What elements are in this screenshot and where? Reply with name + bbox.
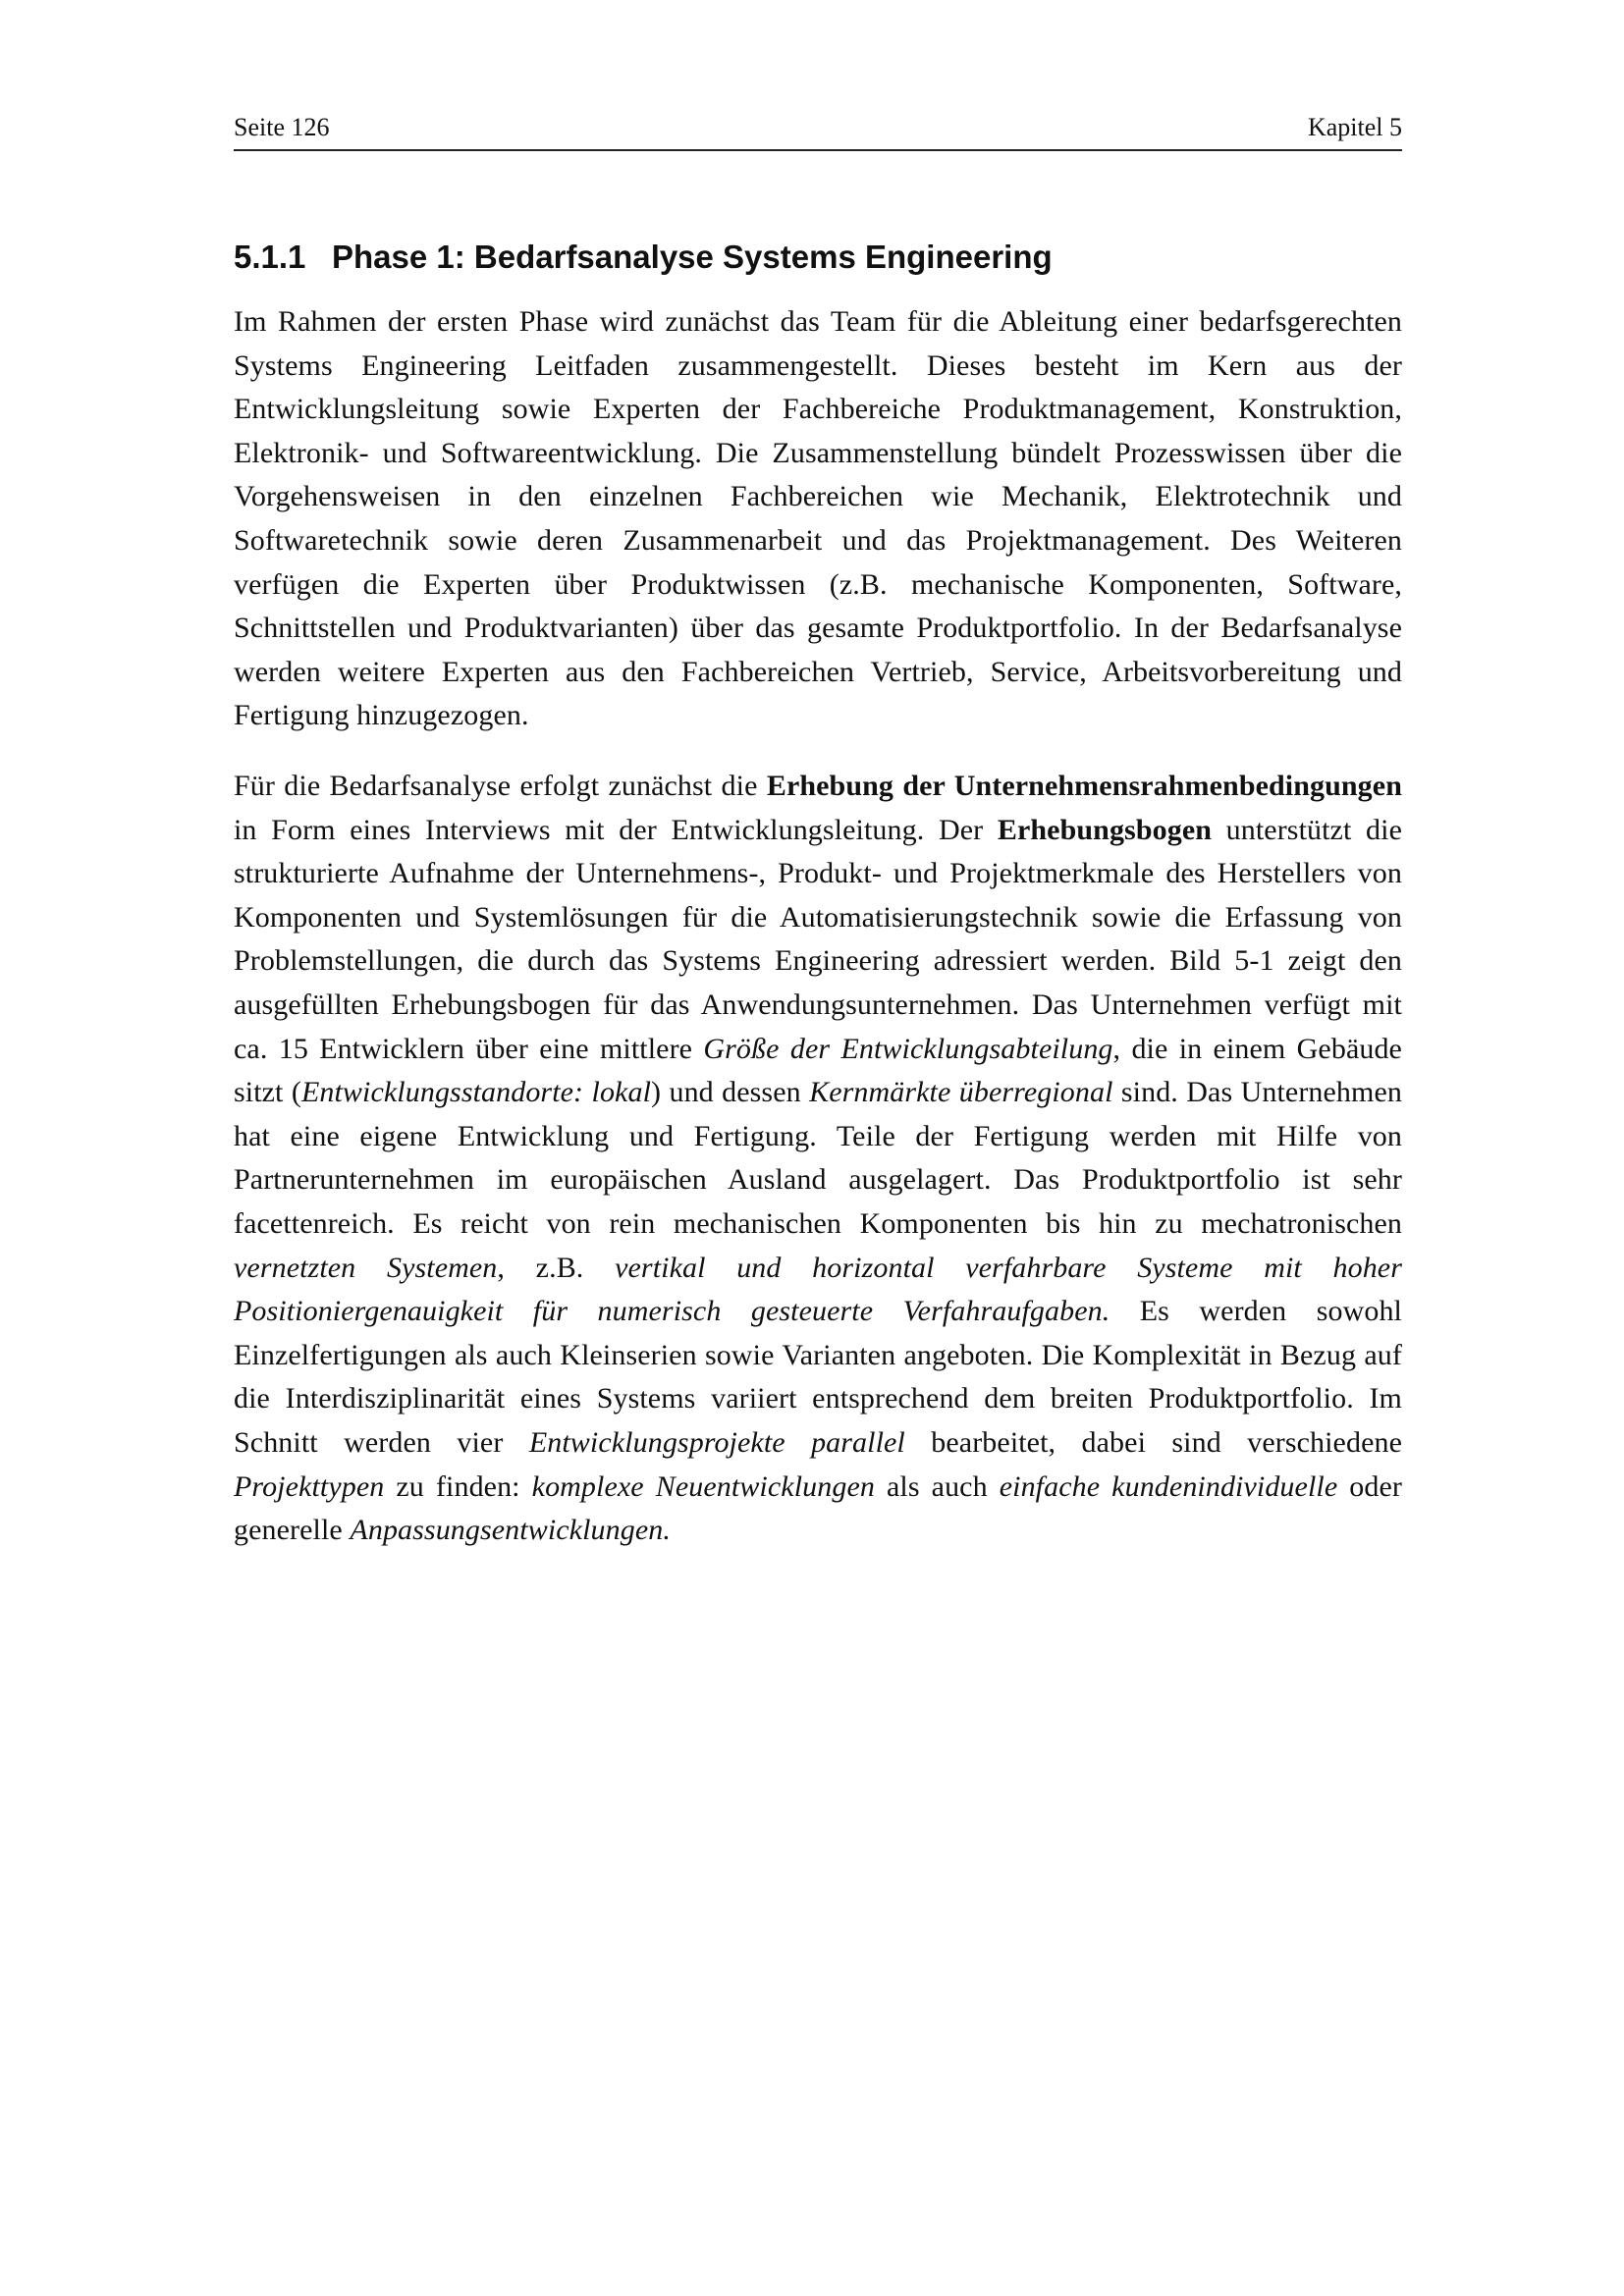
bold-term-erhebungsbogen: Erhebungsbogen [997, 813, 1213, 846]
italic-term: vernetzten Systemen [234, 1251, 498, 1284]
italic-term: Anpassungsentwicklungen. [350, 1514, 671, 1547]
text-span: als auch [874, 1469, 1000, 1503]
italic-term: Entwicklungsprojekte parallel [528, 1425, 905, 1459]
italic-term: Entwicklungsstandorte: lokal [300, 1076, 651, 1109]
text-span: , z.B. [497, 1251, 616, 1284]
italic-term: Größe der Entwicklungsabteilung [703, 1032, 1113, 1065]
section-number: 5.1.1 [234, 239, 306, 275]
section-title: Phase 1: Bedarfsanalyse Systems Engineering [332, 239, 1053, 275]
text-span: sind. Das Unternehmen hat eine eigene Entwicklung und Fertigung. Teile der Fertigung werden mit Hilfe von Partnerunternehmen im europäischen Ausland ausgelagert. Das Produktportfolio ist sehr facettenreich. Es reicht von rein mechanischen Komponenten bis hin zu mechatronischen [234, 1076, 1402, 1240]
text-span: , die in einem Gebäude sitzt ( [234, 1032, 1402, 1109]
page-number: Seite 126 [234, 113, 330, 141]
italic-term: einfache kundenindividuelle [999, 1469, 1338, 1503]
italic-term: Projekttypen [234, 1469, 385, 1503]
text-span: unterstützt die strukturierte Aufnahme der Unternehmens-, Produkt- und Projektmerkmale des Herstellers von Komponenten und Systemlösungen für die Automatisierungstechnik sowie die Erfassung von Problemstellungen, die durch das Systems Engineering adressiert werden. Bild 5-1 zeigt den ausgefüllten Erhebungsbogen für das Anwendungsunternehmen. Das Unternehmen verfügt mit ca. 15 Entwicklern über eine mittlere [234, 813, 1402, 1065]
chapter-label: Kapitel 5 [1307, 113, 1402, 141]
bold-term-erhebung: Erhebung der Unternehmensrahmenbedingungen [766, 770, 1402, 802]
text-span: oder generelle [234, 1469, 1402, 1547]
text-span: Es werden sowohl Einzelfertigungen als auch Kleinserien sowie Varianten angeboten. Die Komplexität in Bezug auf die Interdisziplinarität eines Systems variiert entsprechend dem breiten Produktportfolio. Im Schnitt werden vier [234, 1295, 1402, 1459]
text-span: in Form eines Interviews mit der Entwicklungsleitung. Der [234, 813, 998, 846]
text-span: zu finden: [384, 1469, 532, 1503]
italic-term: vertikal und horizontal verfahrbare Systeme mit hoher Positioniergenauigkeit für numerisch gesteuerte Verfahraufgaben. [234, 1251, 1403, 1328]
italic-term: komplexe Neuentwicklungen [531, 1469, 875, 1503]
text-span: bearbeitet, dabei sind verschiedene [904, 1425, 1402, 1459]
running-header [234, 106, 1402, 151]
paragraph-analysis [234, 765, 1402, 1553]
paragraph-team: Im Rahmen der ersten Phase wird zunächst das Team für die Ableitung einer bedarfsgerechten Systems Engineering Leitfaden zusammengestellt. Dieses besteht im Kern aus der Entwicklungsleitung sowie Experten der Fachbereiche Produktmanagement, Konstruktion, Elektronik- und Softwareentwicklung. Die Zusammenstellung bündelt Prozesswissen über die Vorgehensweisen in den einzelnen Fachbereichen wie Mechanik, Elektrotechnik und Softwaretechnik sowie deren Zusammenarbeit und das Projektmanagement. Des Weiteren verfügen die Experten über Produktwissen (z.B. mechanische Komponenten, Software, Schnittstellen und Produktvarianten) über das gesamte Produktportfolio. In der Bedarfsanalyse werden weitere Experten aus den Fachbereichen Vertrieb, Service, Arbeitsvorbereitung und Fertigung hinzugezogen. [234, 305, 1402, 732]
italic-term: Kernmärkte überregional [809, 1076, 1113, 1109]
text-span: Für die Bedarfsanalyse erfolgt zunächst die [234, 770, 767, 802]
text-span: ) und dessen [651, 1076, 810, 1109]
section-heading [234, 236, 1402, 279]
